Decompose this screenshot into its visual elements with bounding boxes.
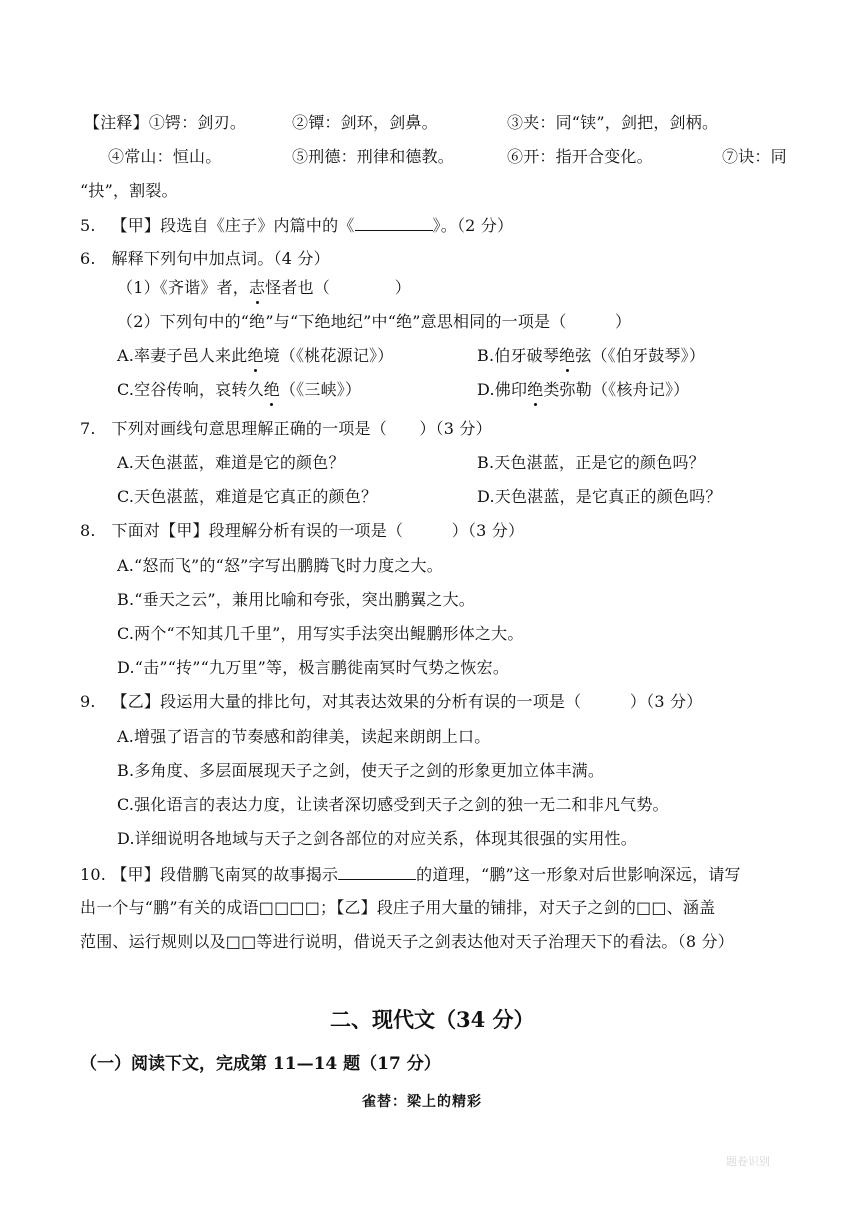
dotted-word: 绝: [247, 346, 264, 365]
question-7-option-b: B.天色湛蓝，正是它的颜色吗？: [477, 453, 705, 472]
question-9-option-b: B.多角度、多层面展现天子之剑，使天子之剑的形象更加立体丰满。: [117, 761, 605, 780]
question-10-blank[interactable]: [338, 863, 416, 880]
question-6-option-a: [117, 345, 393, 367]
question-8-option-a: A.“怒而飞”的“怒”字写出鹏腾飞时力度之大。: [117, 556, 443, 575]
question-6-sub-2: （2）下列句中的“绝”与“下绝地纪”中“绝”意思相同的一项是（ ）: [117, 312, 632, 331]
question-7-option-d: D.天色湛蓝，是它真正的颜色吗？: [477, 487, 722, 506]
note-5: ⑤刑德：刑律和德教。: [292, 147, 455, 166]
question-10-pre: 【甲】段借鹏飞南冥的故事揭示: [111, 865, 339, 884]
question-6-sub-1-post: 怪者也（ ）: [265, 278, 411, 297]
question-7-option-c: C.天色湛蓝，难道是它真正的颜色？: [117, 487, 378, 506]
dotted-word: 绝: [527, 380, 544, 399]
question-6-option-b: [477, 345, 705, 367]
notes-label: 【注释】: [84, 113, 149, 132]
note-3: ③夹：同“铗”，剑把，剑柄。: [507, 113, 719, 132]
option-b-pre: B.伯牙破琴: [477, 346, 560, 365]
note-2: ②镡：剑环，剑鼻。: [292, 113, 438, 132]
question-8-number: 8.: [80, 521, 96, 540]
note-6: ⑥开：指开合变化。: [507, 147, 653, 166]
question-8-option-d: D.“击”“抟”“九万里”等，极言鹏徙南冥时气势之恢宏。: [117, 658, 510, 677]
question-9-option-d: D.详细说明各地域与天子之剑各部位的对应关系，体现其很强的实用性。: [117, 829, 637, 848]
question-6: [80, 248, 330, 270]
note-4: ④常山：恒山。: [108, 147, 222, 166]
option-a-post: 境（《桃花源记》）: [263, 346, 394, 365]
option-c-post: （《三峡》）: [279, 380, 362, 399]
question-6-sub-1-pre: （1）《齐谐》者，: [117, 278, 249, 297]
option-b-post: 弦（《伯牙鼓琴》）: [575, 346, 706, 365]
option-d-pre: D.佛印: [477, 380, 528, 399]
question-6-option-c: [117, 379, 361, 401]
question-10-number: 10.: [80, 865, 107, 884]
question-10-line-1: [80, 863, 741, 886]
option-a-pre: A.率妻子邑人来此: [117, 346, 248, 365]
question-7-stem: 下列对画线句意思理解正确的一项是（ ）（3 分）: [111, 419, 492, 438]
question-8-option-b: B.“垂天之云”，兼用比喻和夸张，突出鹏翼之大。: [117, 590, 476, 609]
dotted-word: 绝: [263, 380, 280, 399]
dotted-word: 绝: [559, 346, 576, 365]
question-7: [80, 418, 492, 440]
question-5: [80, 214, 513, 237]
question-6-sub-1: [117, 277, 411, 299]
question-8: [80, 520, 524, 542]
option-d-post: 类弥勒（《核舟记》）: [543, 380, 690, 399]
question-6-option-d: [477, 379, 689, 401]
question-7-option-a: A.天色湛蓝，难道是它的颜色？: [117, 453, 345, 472]
article-title: 雀替：梁上的精彩: [362, 1094, 482, 1110]
question-10-line-3: 范围、运行规则以及□□等进行说明，借说天子之剑表达他对天子治理天下的看法。（8 分）: [80, 932, 734, 951]
question-9-option-c: C.强化语言的表达力度，让读者深切感受到天子之剑的独一无二和非凡气势。: [117, 795, 669, 814]
notes-line-1: [84, 112, 246, 134]
note-7: ⑦诀：同: [722, 147, 787, 166]
question-10-post: 的道理，“鹏”这一形象对后世影响深远，请写: [416, 865, 741, 884]
question-10-line-2: 出一个与“鹏”有关的成语□□□□；【乙】段庄子用大量的铺排，对天子之剑的□□、涵盖: [80, 898, 716, 917]
question-5-blank[interactable]: [355, 214, 433, 231]
question-5-post: 》。（2 分）: [432, 216, 514, 235]
question-8-option-c: C.两个“不知其几千里”，用写实手法突出鲲鹏形体之大。: [117, 624, 524, 643]
question-9-number: 9.: [80, 692, 96, 711]
watermark: 题卷识别: [726, 1155, 770, 1168]
question-6-stem: 解释下列句中加点词。（4 分）: [111, 249, 330, 268]
question-6-number: 6.: [80, 249, 96, 268]
question-9: [80, 691, 702, 713]
question-5-pre: 【甲】段选自《庄子》内篇中的《: [111, 216, 355, 235]
dotted-word: 志: [248, 278, 266, 297]
question-5-number: 5.: [80, 216, 96, 235]
question-7-number: 7.: [80, 419, 96, 438]
section-heading: 二、现代文（34 分）: [330, 1007, 535, 1032]
question-9-stem: 【乙】段运用大量的排比句，对其表达效果的分析有误的一项是（ ）（3 分）: [111, 692, 703, 711]
subsection-heading: （一）阅读下文，完成第 11—14 题（17 分）: [80, 1054, 441, 1074]
question-9-option-a: A.增强了语言的节奏感和韵律美，读起来朗朗上口。: [117, 727, 491, 746]
option-c-pre: C.空谷传响，哀转久: [117, 380, 264, 399]
notes-line-3: “抉”，割裂。: [80, 181, 178, 200]
note-1: ①锷：剑刃。: [148, 113, 247, 132]
question-8-stem: 下面对【甲】段理解分析有误的一项是（ ）（3 分）: [111, 521, 525, 540]
